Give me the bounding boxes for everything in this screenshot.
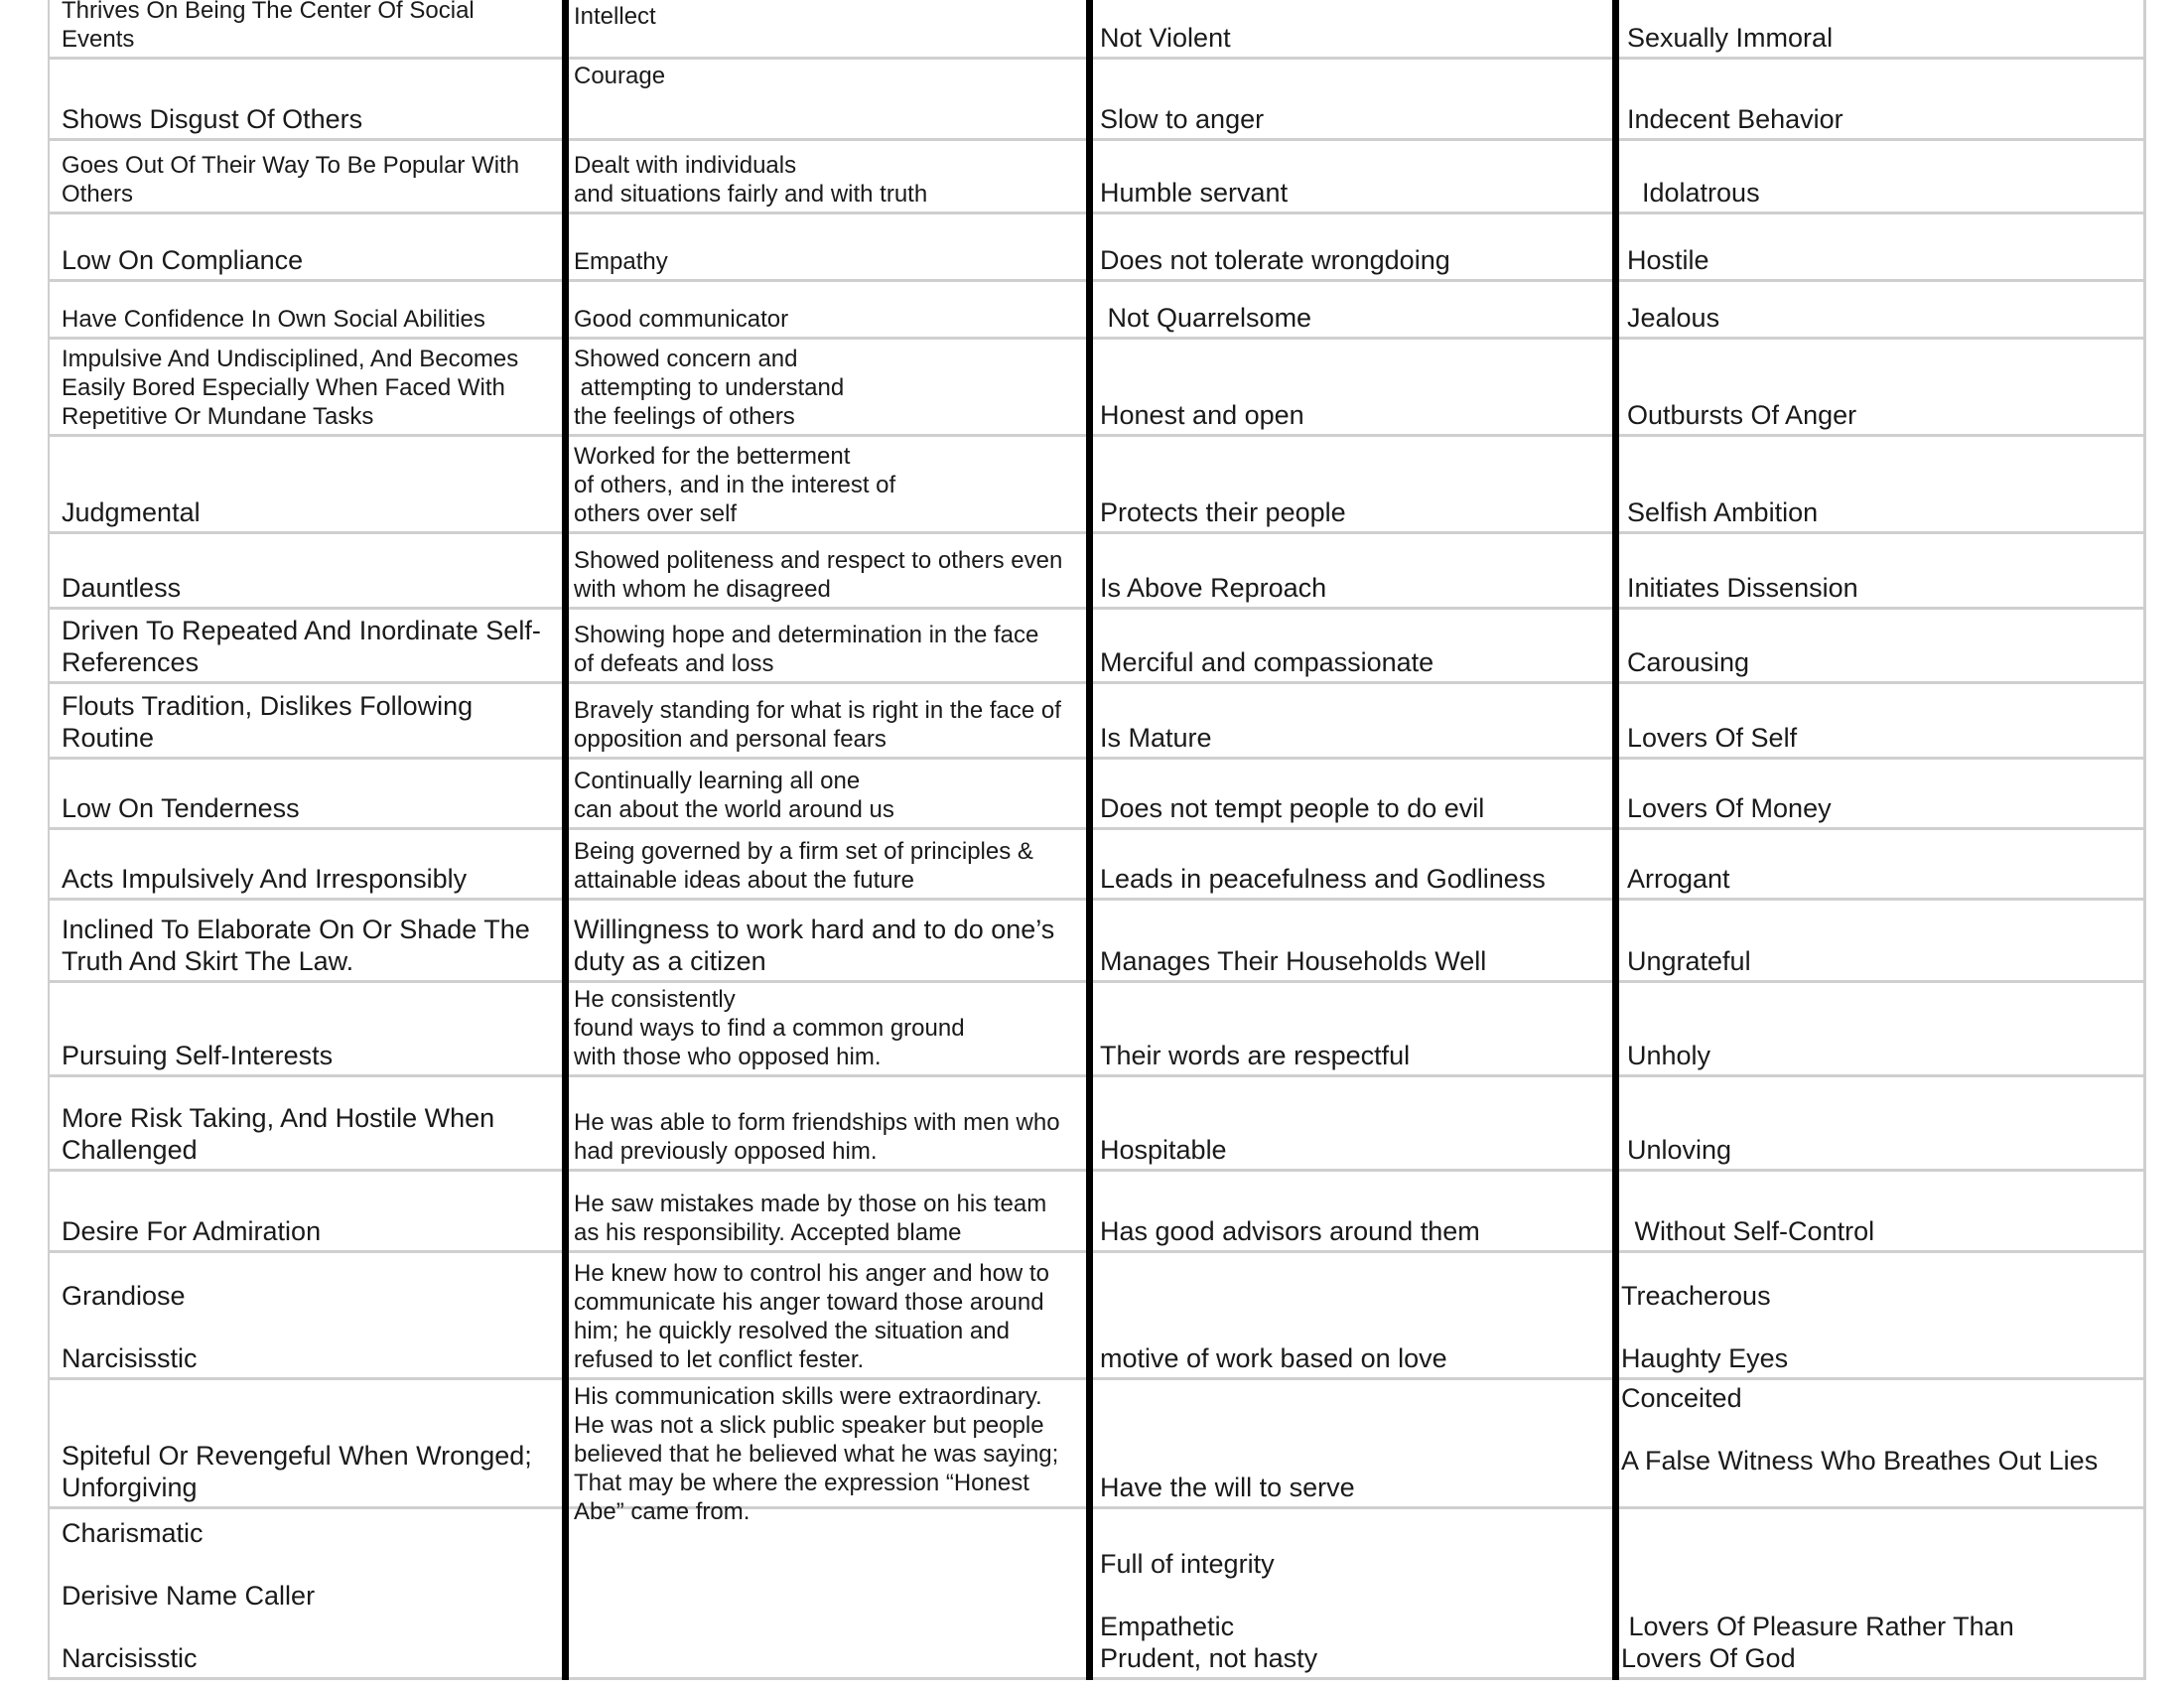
table-cell [562,983,1088,1077]
table-cell [562,901,1088,983]
cell-text [1621,1312,2135,1342]
cell-text: found ways to find a common ground [574,1015,965,1042]
cell-text: He was not a slick public speaker but people [574,1412,1044,1439]
table-cell [1615,437,2146,534]
table-cell [1615,1172,2146,1253]
cell-text: Judgmental [62,497,201,527]
table-row [48,684,2146,760]
cell-text: Bravely standing for what is right in the face of [574,697,1061,724]
cell-text: Low On Compliance [62,245,304,275]
cell-text: Truth And Skirt The Law. [62,946,354,976]
table-cell [1088,684,1615,760]
cell-text: Willingness to work hard and to do one’s [574,914,1055,944]
table-row [48,610,2146,684]
cell-text: Lovers Of God [1621,1643,1796,1673]
table-cell [48,830,562,901]
cell-text: Outbursts Of Anger [1627,400,1857,430]
cell-text: Flouts Tradition, Dislikes Following [62,691,474,721]
table-cell [1615,1253,2146,1380]
table-row [48,1509,2146,1680]
table-cell [1615,901,2146,983]
table-row [48,1172,2146,1253]
cell-text: Have Confidence In Own Social Abilities [62,306,485,333]
cell-text: Ungrateful [1627,946,1751,976]
cell-text: Empathy [574,248,668,275]
cell-text: Their words are respectful [1100,1041,1411,1070]
cell-text: can about the world around us [574,796,894,823]
table-cell [562,1253,1088,1380]
table-cell [1088,534,1615,610]
cell-text: Initiates Dissension [1627,573,1858,603]
cell-text: Have the will to serve [1100,1473,1355,1502]
cell-text: Merciful and compassionate [1100,647,1434,677]
table-cell [48,1509,562,1680]
cell-text: Is Mature [1100,723,1212,753]
cell-text: Driven To Repeated And Inordinate Self- [62,616,541,645]
cell-text: duty as a citizen [574,946,766,976]
cell-text: That may be where the expression “Honest [574,1470,1029,1496]
table-cell [1088,0,1615,60]
table-cell [48,214,562,282]
cell-text: Challenged [62,1135,198,1165]
table-row [48,830,2146,901]
cell-text: Honest and open [1100,400,1304,430]
cell-text: Inclined To Elaborate On Or Shade The [62,914,530,944]
table-cell [562,610,1088,684]
table-row [48,534,2146,610]
cell-text: believed that he believed what he was saying; [574,1441,1059,1468]
cell-text: Dauntless [62,573,182,603]
table-cell [562,830,1088,901]
table-cell [562,282,1088,340]
cell-text: Lovers Of Self [1627,723,1798,753]
table-cell [562,340,1088,437]
table-row [48,1380,2146,1525]
table-cell [562,760,1088,830]
table-cell [48,901,562,983]
table-cell [1615,830,2146,901]
cell-text [574,1643,1080,1674]
table-cell [1615,1380,2146,1509]
cell-text [62,1612,554,1642]
cell-text: Dealt with individuals [574,152,797,179]
table-cell [1088,1253,1615,1380]
table-cell [48,684,562,760]
cell-text: Continually learning all one [574,768,861,794]
table-cell [562,214,1088,282]
cell-text: Intellect [574,3,656,30]
cell-text: Desire For Admiration [62,1216,322,1246]
cell-text: communicate his anger toward those around [574,1289,1044,1316]
table-row [48,1077,2146,1172]
table-row [48,437,2146,534]
cell-text: More Risk Taking, And Hostile When [62,1103,495,1133]
table-cell [1615,141,2146,214]
cell-text: Slow to anger [1100,104,1265,134]
cell-text: Not Quarrelsome [1100,303,1312,333]
cell-text: Events [62,26,135,53]
cell-text: Narcisisstic [62,1643,198,1673]
table-cell [48,1253,562,1380]
cell-text: Courage [574,63,666,89]
cell-text: Good communicator [574,306,789,333]
cell-text [62,1312,554,1342]
cell-text: Spiteful Or Revengeful When Wronged; [62,1441,532,1471]
cell-text: Lovers Of Money [1627,793,1832,823]
table-cell [1615,983,2146,1077]
column-divider [1086,0,1093,1680]
table-row [48,901,2146,983]
table-cell [1088,1509,1615,1680]
cell-text: attainable ideas about the future [574,867,914,894]
cell-text: References [62,647,200,677]
table-row [48,340,2146,437]
table-cell [48,0,562,60]
table-cell [1615,340,2146,437]
cell-text: Derisive Name Caller [62,1581,316,1611]
table-cell [48,340,562,437]
table-cell [1615,0,2146,60]
table-row [48,214,2146,282]
cell-text: A False Witness Who Breathes Out Lies [1621,1446,2099,1476]
cell-text: Carousing [1627,647,1750,677]
cell-text: Full of integrity [1100,1549,1275,1579]
table-cell [48,437,562,534]
cell-text: Shows Disgust Of Others [62,104,363,134]
table-cell [1088,214,1615,282]
table-cell [1088,610,1615,684]
cell-text: and situations fairly and with truth [574,181,928,208]
traits-table [48,0,2146,1680]
table-row [48,282,2146,340]
cell-text: the feelings of others [574,403,795,430]
cell-text: others over self [574,500,738,527]
cell-text: Routine [62,723,155,753]
table-cell [1615,534,2146,610]
table-cell [48,60,562,141]
cell-text: Charismatic [62,1518,204,1548]
table-cell [1088,60,1615,141]
cell-text: with whom he disagreed [574,576,831,603]
cell-text: Has good advisors around them [1100,1216,1480,1246]
table-cell [48,282,562,340]
cell-text: Selfish Ambition [1627,497,1819,527]
table-cell [1088,340,1615,437]
cell-text: of defeats and loss [574,650,774,677]
cell-text: Not Violent [1100,23,1231,53]
cell-text: of others, and in the interest of [574,472,896,498]
table-cell [562,1172,1088,1253]
cell-text: Prudent, not hasty [1100,1643,1318,1673]
cell-text: Does not tolerate wrongdoing [1100,245,1450,275]
cell-text: Showed politeness and respect to others even [574,547,1063,574]
cell-text: attempting to understand [574,374,845,401]
cell-text: Low On Tenderness [62,793,300,823]
cell-text: Idolatrous [1627,178,1760,208]
cell-text: Manages Their Households Well [1100,946,1487,976]
table-cell [1088,830,1615,901]
table-cell [1615,214,2146,282]
table-cell [48,141,562,214]
table-row [48,760,2146,830]
column-divider [1612,0,1619,1680]
table-cell [48,1077,562,1172]
table-cell [48,760,562,830]
cell-text: Acts Impulsively And Irresponsibly [62,864,468,894]
cell-text: He knew how to control his anger and how to [574,1260,1049,1287]
table-cell [1088,760,1615,830]
cell-text: had previously opposed him. [574,1138,878,1165]
table-row [48,141,2146,214]
table-cell [562,1509,1088,1680]
cell-text: Sexually Immoral [1627,23,1834,53]
cell-text: Easily Bored Especially When Faced With [62,374,505,401]
cell-text: Haughty Eyes [1621,1343,1789,1373]
table-cell [562,60,1088,141]
table-cell [562,437,1088,534]
cell-text: Grandiose [62,1281,186,1311]
table-cell [1615,610,2146,684]
table-cell [1615,1077,2146,1172]
cell-text: Pursuing Self-Interests [62,1041,334,1070]
table-cell [1088,141,1615,214]
table-cell [562,684,1088,760]
table-cell [48,1172,562,1253]
cell-text [62,1549,554,1580]
cell-text: Unforgiving [62,1473,198,1502]
cell-text: Conceited [1621,1383,1742,1413]
cell-text: Does not tempt people to do evil [1100,793,1485,823]
table-cell [48,983,562,1077]
cell-text: motive of work based on love [1100,1343,1447,1373]
cell-text: Hospitable [1100,1135,1227,1165]
cell-text: Treacherous [1621,1281,1771,1311]
cell-text: Impulsive And Undisciplined, And Becomes [62,346,519,372]
cell-text: Arrogant [1627,864,1730,894]
table-row [48,1253,2146,1380]
cell-text: Humble servant [1100,178,1289,208]
table-cell [1615,684,2146,760]
cell-text: Narcisisstic [62,1343,198,1373]
table-cell [48,610,562,684]
table-cell [1088,1172,1615,1253]
cell-text: Unloving [1627,1135,1732,1165]
cell-text: Lovers Of Pleasure Rather Than [1621,1612,2014,1641]
table-cell [48,534,562,610]
table-cell [1615,1509,2146,1680]
table-cell [562,534,1088,610]
cell-text: Goes Out Of Their Way To Be Popular With [62,152,520,179]
cell-text: Others [62,181,134,208]
table-cell [1615,60,2146,141]
column-divider [562,0,569,1680]
table-cell [562,0,1088,60]
table-cell [1615,760,2146,830]
cell-text: Without Self-Control [1627,1216,1875,1246]
table-cell [1088,901,1615,983]
table-row [48,983,2146,1077]
table-cell [1088,1380,1615,1509]
table-cell [562,141,1088,214]
table-cell [1615,282,2146,340]
cell-text: Repetitive Or Mundane Tasks [62,403,374,430]
table-cell [1088,437,1615,534]
cell-text: him; he quickly resolved the situation and [574,1318,1010,1344]
cell-text: His communication skills were extraordinary. [574,1383,1042,1410]
cell-text: Hostile [1627,245,1709,275]
table-row [48,0,2146,60]
table-cell [1088,983,1615,1077]
cell-text: Being governed by a firm set of principles & [574,838,1033,865]
cell-text: Showing hope and determination in the face [574,622,1039,648]
cell-text: Indecent Behavior [1627,104,1843,134]
cell-text: Jealous [1627,303,1720,333]
table-cell [562,1077,1088,1172]
cell-text: He was able to form friendships with men who [574,1109,1060,1136]
table-row [48,60,2146,141]
cell-text: Is Above Reproach [1100,573,1327,603]
cell-text: He saw mistakes made by those on his team [574,1191,1047,1217]
table-cell [562,1380,1088,1525]
cell-text: Leads in peacefulness and Godliness [1100,864,1546,894]
cell-text: opposition and personal fears [574,726,887,753]
cell-text [1100,1580,1607,1611]
cell-text: Abe” came from. [574,1498,751,1525]
cell-text: refused to let conflict fester. [574,1346,865,1373]
table-cell [1088,282,1615,340]
cell-text: with those who opposed him. [574,1044,882,1070]
cell-text: Showed concern and [574,346,798,372]
table-cell [1088,1077,1615,1172]
cell-text: Unholy [1627,1041,1711,1070]
cell-text [1621,1414,2135,1445]
cell-text: Empathetic [1100,1612,1235,1641]
cell-text: Protects their people [1100,497,1346,527]
cell-text: as his responsibility. Accepted blame [574,1219,962,1246]
table-cell [48,1380,562,1509]
cell-text: Thrives On Being The Center Of Social [62,0,475,24]
cell-text: He consistently [574,986,736,1013]
cell-text: Worked for the betterment [574,443,851,470]
